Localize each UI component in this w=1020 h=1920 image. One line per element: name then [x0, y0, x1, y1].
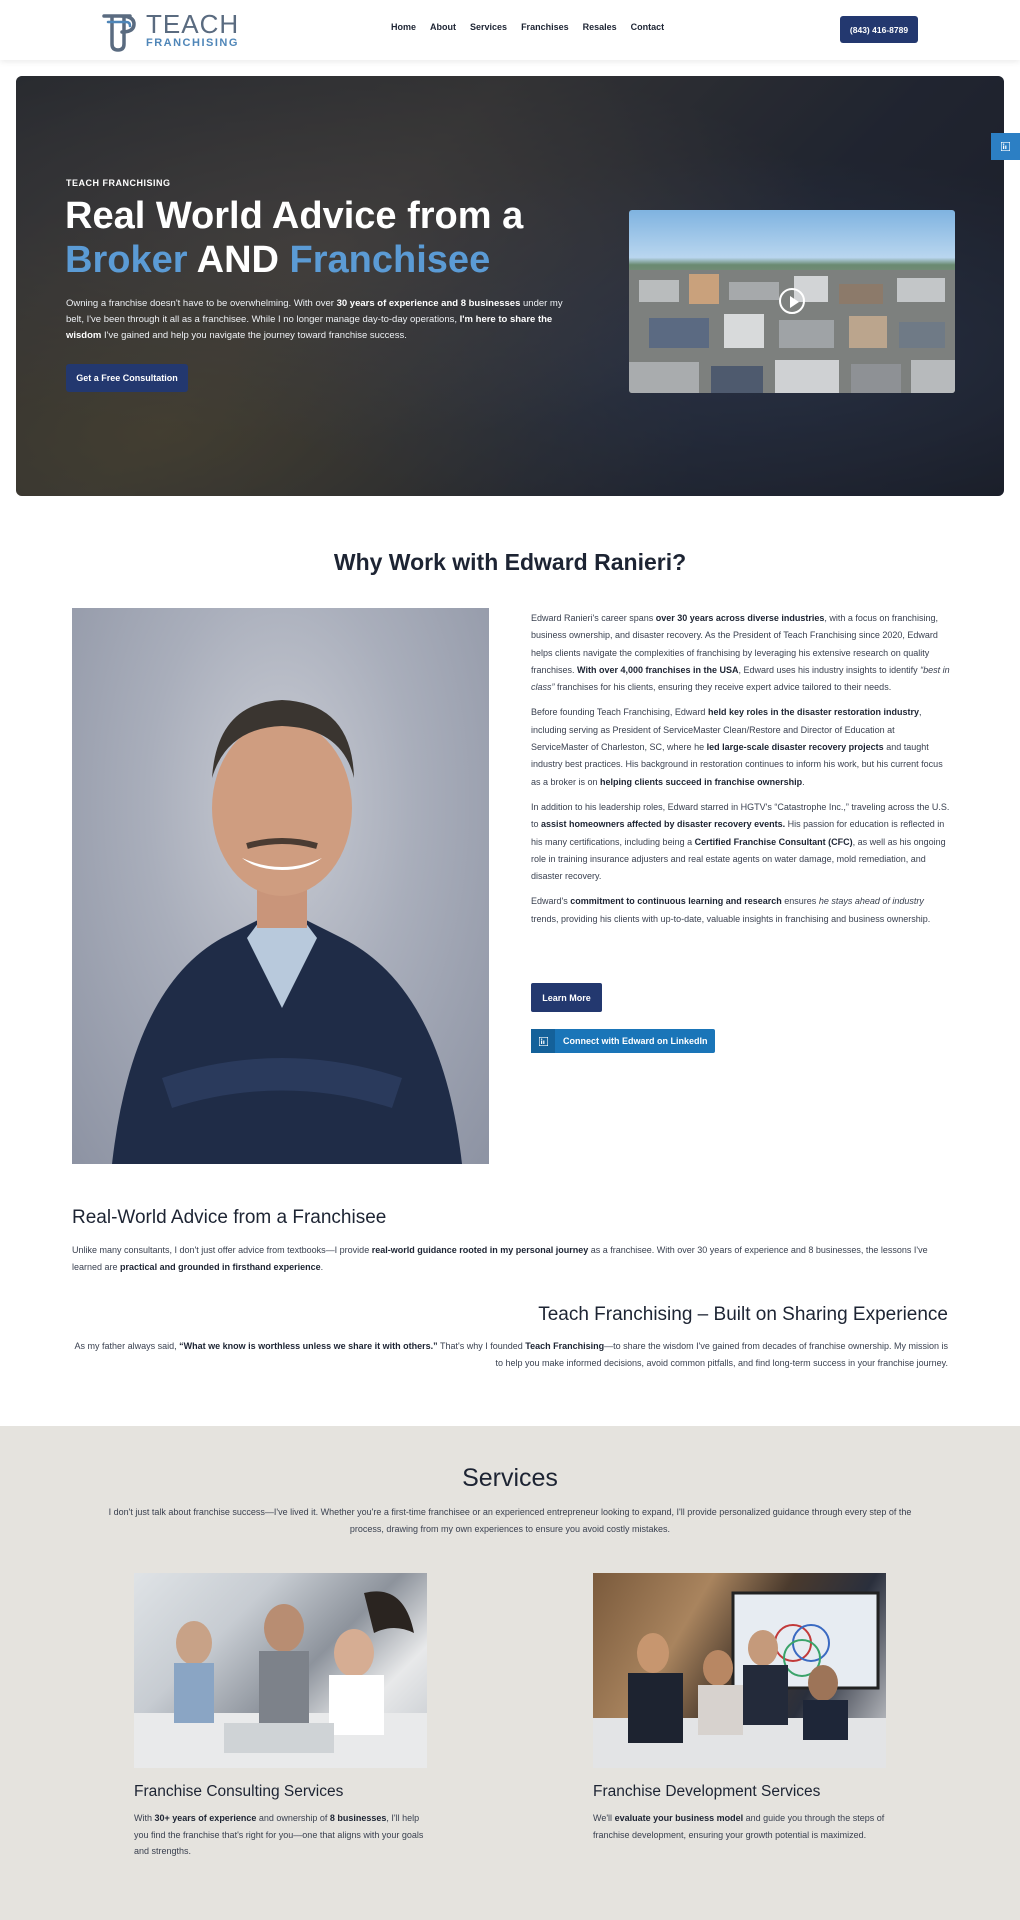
hero-desc-bold: I'm here to share the wisdom: [66, 314, 553, 341]
logo[interactable]: [100, 8, 239, 52]
nav-services[interactable]: Services: [470, 22, 508, 32]
hero-desc-part: Owning a franchise doesn't have to be overwhelming. With over: [66, 298, 337, 309]
bio-paragraph: [531, 893, 951, 928]
text-run: trends, providing his clients with up-to-date, valuable insights in franchising and business ownership.: [531, 913, 931, 924]
text-run: ensures: [781, 896, 819, 907]
text-run: .: [320, 1262, 324, 1272]
text-run: and guide you through the steps of franchise development, ensuring your growth potential is maximized.: [593, 1813, 885, 1840]
linkedin-connect-button[interactable]: [531, 1029, 715, 1053]
text-run: That's why I founded: [437, 1341, 526, 1351]
nav-about[interactable]: About: [430, 22, 457, 32]
text-run: Edward's: [531, 896, 571, 907]
bold-text: 8 businesses: [329, 1813, 387, 1823]
bold-text: held key roles in the disaster restoration industry: [707, 707, 920, 718]
bold-text: With over 4,000 franchises in the USA: [577, 664, 739, 675]
site-header: [0, 0, 1020, 60]
bold-text: practical and grounded in firsthand experience: [120, 1262, 321, 1272]
text-run: franchises for his clients, ensuring they receive expert advice tailored to their needs.: [554, 682, 892, 693]
linkedin-icon: [531, 1029, 555, 1053]
teach-franchising-title: Teach Franchising – Built on Sharing Experience: [538, 1304, 948, 1325]
free-consultation-button[interactable]: Get a Free Consultation: [66, 364, 188, 392]
bold-text: commitment to continuous learning and research: [570, 896, 782, 907]
side-linkedin-tab[interactable]: [991, 133, 1020, 160]
real-world-title: Real-World Advice from a Franchisee: [72, 1207, 387, 1228]
bold-text: Teach Franchising: [525, 1341, 605, 1351]
portrait-illustration: [72, 608, 489, 1164]
development-service-title: Franchise Development Services: [593, 1783, 821, 1800]
hero-video[interactable]: [629, 210, 955, 393]
logo-teach-text: TEACH: [146, 9, 240, 39]
text-run: as a franchisee. With over 30 years of experience and 8 businesses, the lessons I've learned are: [72, 1245, 928, 1272]
hero-title-franchisee: Franchisee: [289, 239, 491, 281]
edward-portrait: [72, 608, 489, 1164]
text-run: , including serving as President of ServiceMaster Clean/Restore and Director of Education at ServiceMaster of Charleston, SC, where he: [531, 707, 922, 753]
bold-text: real-world guidance rooted in my personal journey: [371, 1245, 589, 1255]
logo-franchising-text: FRANCHISING: [146, 37, 239, 49]
bold-text: assist homeowners affected by disaster recovery events.: [541, 819, 786, 830]
bold-text: over 30 years across diverse industries: [655, 613, 825, 623]
bio-text: [531, 610, 951, 936]
nav-contact[interactable]: Contact: [630, 22, 665, 32]
hero-title: [65, 194, 565, 282]
nav-franchises[interactable]: Franchises: [521, 22, 569, 32]
development-service-image: [593, 1573, 886, 1768]
linkedin-connect-label: Connect with Edward on LinkedIn: [563, 1036, 708, 1046]
hero-description: [66, 296, 576, 344]
bold-text: “What we know is worthless unless we share it with others.”: [179, 1341, 438, 1351]
linkedin-icon: [1001, 142, 1010, 151]
bio-paragraph: [531, 704, 951, 790]
play-icon[interactable]: [779, 288, 805, 314]
text-run: Unlike many consultants, I don't just offer advice from textbooks—I provide: [72, 1245, 372, 1255]
bold-text: 30+ years of experience: [154, 1813, 257, 1823]
text-run: , I'll help you find the franchise that's right for you—one that aligns with your goals and strengths.: [134, 1813, 424, 1856]
text-run: Edward Ranieri's career spans: [531, 613, 656, 623]
services-intro: I don't just talk about franchise success—I've lived it. Whether you're a first-time franchisee or an experienced entrepreneur looking to expand, I'll provide personalized guidance through every step of the process, drawing from my own experiences to ensure you avoid costly mistakes.: [108, 1507, 912, 1534]
hero-desc-part: I've gained and help you navigate the journey toward franchise success.: [101, 330, 407, 341]
hero-desc-part: under my belt, I've been through it all as a franchisee. While I no longer manage day-to-day operations,: [66, 298, 563, 325]
text-run: Before founding Teach Franchising, Edward: [531, 707, 708, 718]
bio-paragraph: [531, 610, 951, 696]
learn-more-button[interactable]: Learn More: [531, 983, 602, 1012]
text-run: , with a focus on franchising, business ownership, and disaster recovery. As the President of Teach Franchising since 2020, Edward helps clients navigate the complexities of franchising by leveraging his extensive research on quality franchises.: [531, 613, 938, 675]
phone-button[interactable]: (843) 416-8789: [840, 16, 918, 43]
nav-resales[interactable]: Resales: [582, 22, 617, 32]
bold-text: evaluate your business model: [614, 1813, 744, 1823]
text-run: With: [134, 1813, 155, 1823]
bold-text: helping clients succeed in franchise ownership: [600, 776, 803, 787]
consulting-service-title: Franchise Consulting Services: [134, 1783, 344, 1800]
hero-title-broker: Broker: [65, 239, 188, 281]
nav-home[interactable]: Home: [391, 22, 417, 32]
development-service-text: [593, 1810, 893, 1843]
text-run: , as well as his ongoing role in training insurance adjusters and real estate agents on water damage, mold remediation, and disaster recovery.: [531, 836, 946, 882]
text-run: .: [802, 776, 805, 787]
main-nav: [391, 22, 664, 32]
text-run: , Edward uses his industry insights to identify: [738, 664, 921, 675]
bold-text: led large-scale disaster recovery projects: [706, 742, 884, 753]
hero-desc-bold: 30 years of experience and 8 businesses: [336, 298, 521, 309]
text-run: We'll: [593, 1813, 615, 1823]
hero-eyebrow: TEACH FRANCHISING: [66, 178, 171, 188]
text-run: In addition to his leadership roles, Edward starred in HGTV's “Catastrophe Inc.,” traveling across the U.S. to: [531, 801, 950, 830]
consulting-service-text: [134, 1810, 434, 1860]
italic-text: he stays ahead of industry: [818, 896, 924, 907]
italic-text: “best in class”: [531, 664, 950, 693]
text-run: —to share the wisdom I've gained from decades of franchise ownership. My mission is to help you make informed decisions, avoid common pitfalls, and find long-term success in your franchise journey.: [495, 1341, 948, 1368]
hero-title-and: AND: [196, 239, 279, 281]
consulting-service-image: [134, 1573, 427, 1768]
hero-banner: [16, 76, 1004, 496]
text-run: and taught industry best practices. His background in restoration continues to inform his work, but his current focus as a broker is on: [531, 742, 943, 787]
services-title: Services: [462, 1464, 558, 1492]
bio-paragraph: [531, 799, 951, 885]
text-run: As my father always said,: [74, 1341, 180, 1351]
text-run: and ownership of: [256, 1813, 330, 1823]
services-section: [0, 1426, 1020, 1920]
bold-text: Certified Franchise Consultant (CFC): [694, 836, 853, 847]
why-work-title: Why Work with Edward Ranieri?: [333, 549, 687, 575]
hero-title-line1: Real World Advice from a: [65, 195, 524, 237]
text-run: His passion for education is reflected in his many certifications, including being a: [531, 819, 945, 847]
logo-mark-icon: [100, 8, 140, 52]
teach-franchising-text: [72, 1338, 948, 1372]
real-world-text: [72, 1242, 952, 1276]
